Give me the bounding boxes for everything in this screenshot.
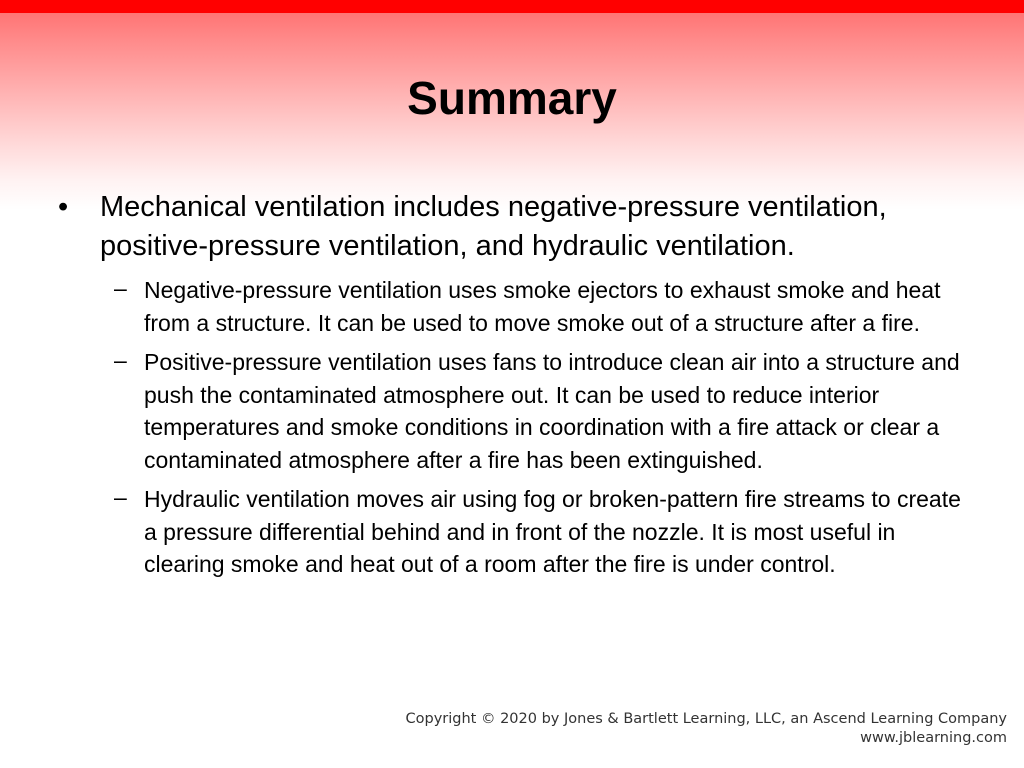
slide-title: Summary bbox=[407, 72, 617, 124]
top-accent-bar bbox=[0, 0, 1024, 13]
website-text: www.jblearning.com bbox=[860, 730, 1007, 746]
main-bullet bbox=[56, 188, 976, 266]
sub-bullet-negative-pressure bbox=[114, 274, 976, 339]
copyright-text: Copyright © 2020 by Jones & Bartlett Learning, LLC, an Ascend Learning Company bbox=[405, 711, 1007, 727]
dash-marker: – bbox=[114, 484, 127, 510]
sub-bullet-text: Positive-pressure ventilation uses fans to introduce clean air into a structure and push the contaminated atmosphere out. It can be used to reduce interior temperatures and smoke conditions in coordination with a fire attack or clear a contaminated atmosphere after a fire has been extinguished. bbox=[144, 349, 960, 473]
dash-marker: – bbox=[114, 275, 127, 301]
sub-bullet-positive-pressure bbox=[114, 346, 976, 476]
dash-marker: – bbox=[114, 347, 127, 373]
sub-bullet-list bbox=[56, 274, 976, 581]
sub-bullet-hydraulic bbox=[114, 483, 976, 581]
slide-content bbox=[56, 188, 976, 588]
bullet-marker: • bbox=[58, 191, 69, 223]
sub-bullet-text: Hydraulic ventilation moves air using fog or broken-pattern fire streams to create a pressure differential behind and in front of the nozzle. It is most useful in clearing smoke and heat out of a room after the fire is under control. bbox=[144, 486, 961, 577]
sub-bullet-text: Negative-pressure ventilation uses smoke ejectors to exhaust smoke and heat from a structure. It can be used to move smoke out of a structure after a fire. bbox=[144, 277, 941, 336]
copyright-footer bbox=[406, 710, 1007, 748]
main-bullet-text: Mechanical ventilation includes negative-pressure ventilation, positive-pressure ventilation, and hydraulic ventilation. bbox=[100, 191, 887, 262]
